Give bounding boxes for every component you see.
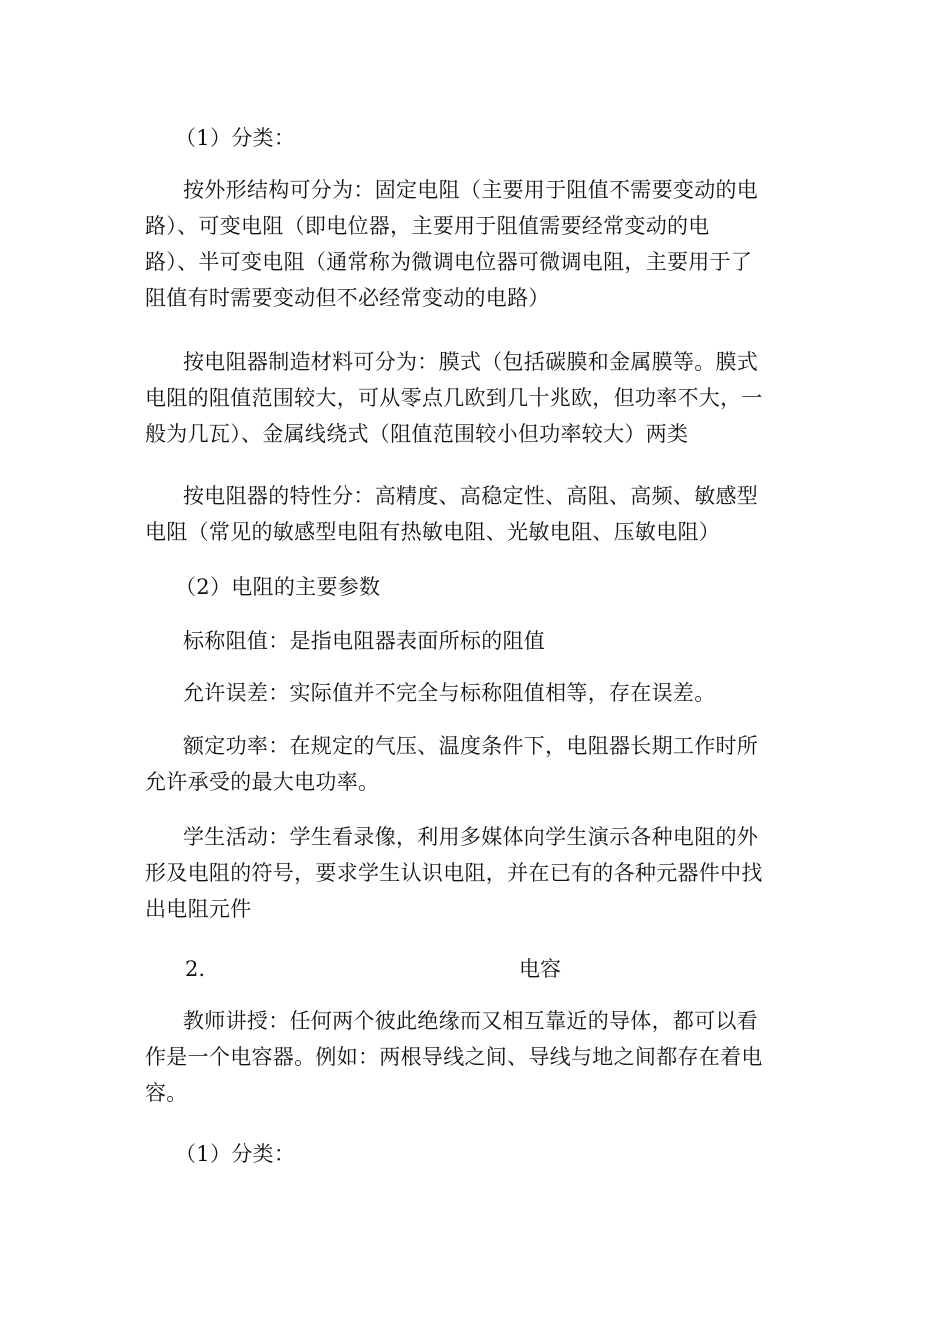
paragraph-material-classification [145, 344, 795, 452]
text-line: 按电阻器的特性分：高精度、高稳定性、高阻、高频、敏感型 [183, 484, 759, 508]
text-line: 电阻（常见的敏感型电阻有热敏电阻、光敏电阻、压敏电阻） [145, 520, 721, 544]
text-line: 般为几瓦）、金属线绕式（阻值范围较小但功率较大）两类 [145, 422, 689, 446]
section-number: 2. [185, 957, 206, 981]
subheading-main-parameters: （2）电阻的主要参数 [175, 575, 381, 599]
text-line: 路）、可变电阻（即电位器，主要用于阻值需要经常变动的电 [145, 214, 710, 238]
paragraph-teacher-explanation [145, 1003, 795, 1111]
paragraph-shape-classification [145, 172, 795, 316]
text-line: 出电阻元件 [145, 897, 252, 921]
paragraph-nominal-resistance: 标称阻值：是指电阻器表面所标的阻值 [183, 629, 546, 653]
text-line: 允许承受的最大电功率。 [145, 770, 380, 794]
subheading-capacitor-classification: （1）分类： [175, 1142, 296, 1166]
text-line: 电阻的阻值范围较大，可从零点几欧到几十兆欧，但功率不大，一 [145, 386, 763, 410]
text-line: 容。 [145, 1081, 188, 1105]
section-title: 电容 [519, 957, 561, 981]
text-line: 额定功率：在规定的气压、温度条件下，电阻器长期工作时所 [183, 734, 759, 758]
text-line: 学生活动：学生看录像，利用多媒体向学生演示各种电阻的外 [183, 825, 759, 849]
text-line: 阻值有时需要变动但不必经常变动的电路） [145, 286, 550, 310]
text-line: 路）、半可变电阻（通常称为微调电位器可微调电阻，主要用于了 [145, 250, 753, 274]
text-line: 按电阻器制造材料可分为：膜式（包括碳膜和金属膜等。膜式 [183, 350, 759, 374]
text-line: 教师讲授：任何两个彼此绝缘而又相互靠近的导体，都可以看 [183, 1009, 759, 1033]
paragraph-rated-power [145, 728, 795, 800]
paragraph-tolerance: 允许误差：实际值并不完全与标称阻值相等，存在误差。 [183, 681, 716, 705]
text-line: 形及电阻的符号，要求学生认识电阻，并在已有的各种元器件中找 [145, 861, 763, 885]
subheading-classification: （1）分类： [175, 126, 296, 150]
section-heading-capacitor [145, 951, 795, 987]
paragraph-student-activity [145, 819, 795, 927]
paragraph-property-classification [145, 478, 795, 550]
text-line: 按外形结构可分为：固定电阻（主要用于阻值不需要变动的电 [183, 178, 759, 202]
text-line: 作是一个电容器。例如：两根导线之间、导线与地之间都存在着电 [145, 1045, 763, 1069]
